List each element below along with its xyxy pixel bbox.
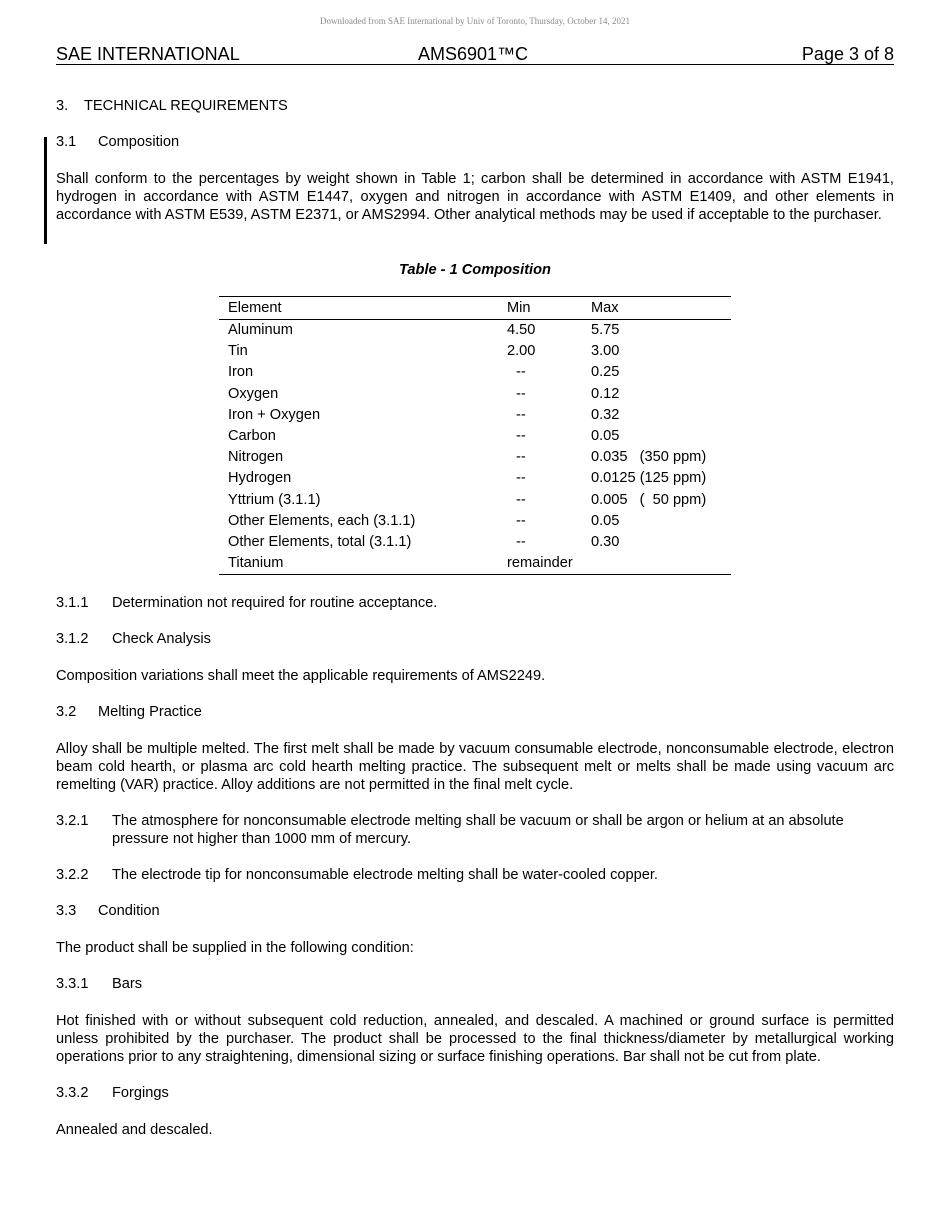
section-number: 3.3.1 (56, 976, 89, 992)
cell-element: Hydrogen (228, 470, 292, 487)
cell-min: -- (516, 428, 526, 445)
cell-element: Aluminum (228, 322, 293, 339)
header-org: SAE INTERNATIONAL (56, 44, 240, 64)
revision-change-bar (44, 137, 47, 244)
section-3-3-2-heading (56, 1084, 169, 1102)
cell-element: Titanium (219, 553, 507, 575)
table-row (219, 490, 731, 511)
table-row (219, 447, 731, 468)
cell-element: Carbon (228, 428, 276, 445)
cell-max (591, 553, 731, 575)
cell-min: -- (516, 385, 526, 402)
cell-max: 0.30 (591, 533, 620, 550)
composition-table (219, 296, 731, 575)
table-row (219, 426, 731, 447)
cell-element: Tin (228, 343, 248, 360)
table-title: Table - 1 Composition (399, 262, 551, 278)
composition-paragraph: Shall conform to the percentages by weight shown in Table 1; carbon shall be determined in accordance with ASTM E1941, hydrogen in accordance with ASTM E1447, oxygen and nitrogen in accordance with ASTM E1409, and other elements in accordance with ASTM E539, ASTM E2371, or AMS2994. Other analytical methods may be used if acceptable to the purchaser. (56, 171, 894, 223)
melting-practice-paragraph: Alloy shall be multiple melted. The first melt shall be made by vacuum consumable electrode, nonconsumable electrode, electron beam cold hearth, or plasma arc cold hearth melting practice. The subsequent melt or melts shall be made using vacuum arc remelting (VAR) practice. Alloy additions are not permitted in the final melt cycle. (56, 741, 894, 793)
section-number: 3.1.1 (56, 595, 89, 611)
section-number: 3.2.2 (56, 867, 89, 883)
cell-min: 4.50 (507, 322, 536, 339)
column-header-element: Element (219, 297, 507, 320)
cell-element: Other Elements, each (3.1.1) (228, 512, 416, 529)
cell-element: Oxygen (228, 385, 279, 402)
section-number: 3. (56, 98, 69, 114)
section-3-2-1-number: 3.2.1 (56, 813, 89, 829)
cell-element: Iron + Oxygen (228, 406, 321, 423)
cell-min: -- (516, 406, 526, 423)
table-row (219, 532, 731, 553)
section-title: Bars (112, 976, 143, 992)
cell-max: 0.05 (591, 428, 620, 445)
cell-max: 5.75 (591, 322, 620, 339)
section-title: Check Analysis (112, 631, 211, 647)
section-3-2-1-text: The atmosphere for nonconsumable electrode melting shall be vacuum or shall be argon or helium at an absolute pressure not higher than 1000 mm of mercury. (112, 813, 844, 847)
section-3-3-1-heading (56, 975, 142, 993)
header-page-number: Page 3 of 8 (801, 44, 894, 64)
section-3-2-heading (56, 703, 202, 721)
table-row (219, 362, 731, 383)
table-row (219, 320, 731, 342)
cell-max: 0.035 (350 ppm) (591, 449, 707, 466)
table-row (219, 405, 731, 426)
cell-max: 0.005 ( 50 ppm) (591, 491, 707, 508)
cell-element: Yttrium (3.1.1) (228, 491, 321, 508)
cell-min: -- (516, 449, 526, 466)
section-number: 3.2 (56, 704, 77, 720)
cell-min: 2.00 (507, 343, 536, 360)
cell-element: Nitrogen (228, 449, 284, 466)
column-header-max: Max (591, 297, 731, 320)
column-header-min: Min (507, 297, 591, 320)
cell-max: 0.12 (591, 385, 620, 402)
table-header-row (219, 297, 731, 320)
table-row (219, 384, 731, 405)
section-3-heading (56, 97, 288, 115)
cell-min: -- (516, 491, 526, 508)
forgings-paragraph: Annealed and descaled. (56, 1122, 213, 1138)
cell-max: 0.0125 (125 ppm) (591, 470, 707, 487)
section-number: 3.1 (56, 134, 77, 150)
section-number: 3.3 (56, 903, 77, 919)
bars-paragraph: Hot finished with or without subsequent cold reduction, annealed, and descaled. A machined or ground surface is permitted unless prohibited by the purchaser. The product shall be processed to the final thickness/diameter by metallurgical working operations prior to any straightening, dimensional sizing or surface finishing operations. Bar shall not be cut from plate. (56, 1013, 894, 1065)
cell-max: 0.32 (591, 406, 620, 423)
section-text: The electrode tip for nonconsumable electrode melting shall be water-cooled copper. (112, 867, 658, 883)
cell-min: -- (516, 512, 526, 529)
table-row (219, 341, 731, 362)
section-title: Forgings (112, 1085, 169, 1101)
section-3-2-2 (56, 866, 658, 884)
section-title: TECHNICAL REQUIREMENTS (84, 98, 288, 114)
cell-element: Iron (228, 364, 254, 381)
cell-min: -- (516, 533, 526, 550)
section-3-1-2-heading (56, 630, 211, 648)
cell-max: 0.25 (591, 364, 620, 381)
cell-element: Other Elements, total (3.1.1) (228, 533, 412, 550)
check-analysis-paragraph: Composition variations shall meet the applicable requirements of AMS2249. (56, 668, 546, 684)
cell-min: -- (516, 364, 526, 381)
condition-paragraph: The product shall be supplied in the following condition: (56, 940, 414, 956)
section-text: Determination not required for routine acceptance. (112, 595, 438, 611)
cell-max: 0.05 (591, 512, 620, 529)
section-3-3-heading (56, 902, 160, 920)
cell-max: 3.00 (591, 343, 620, 360)
section-number: 3.1.2 (56, 631, 89, 647)
download-watermark: Downloaded from SAE International by Univ of Toronto, Thursday, October 14, 2021 (320, 16, 630, 26)
table-row (219, 553, 731, 575)
section-3-1-1 (56, 594, 437, 612)
section-title: Condition (98, 903, 160, 919)
page-header (56, 44, 894, 65)
section-title: Composition (98, 134, 180, 150)
cell-min: -- (516, 470, 526, 487)
cell-min: remainder (507, 553, 591, 575)
section-3-1-heading (56, 133, 179, 151)
header-doc-id: AMS6901™C (418, 44, 529, 64)
section-title: Melting Practice (98, 704, 202, 720)
table-row (219, 511, 731, 532)
section-number: 3.3.2 (56, 1085, 89, 1101)
table-row (219, 468, 731, 489)
